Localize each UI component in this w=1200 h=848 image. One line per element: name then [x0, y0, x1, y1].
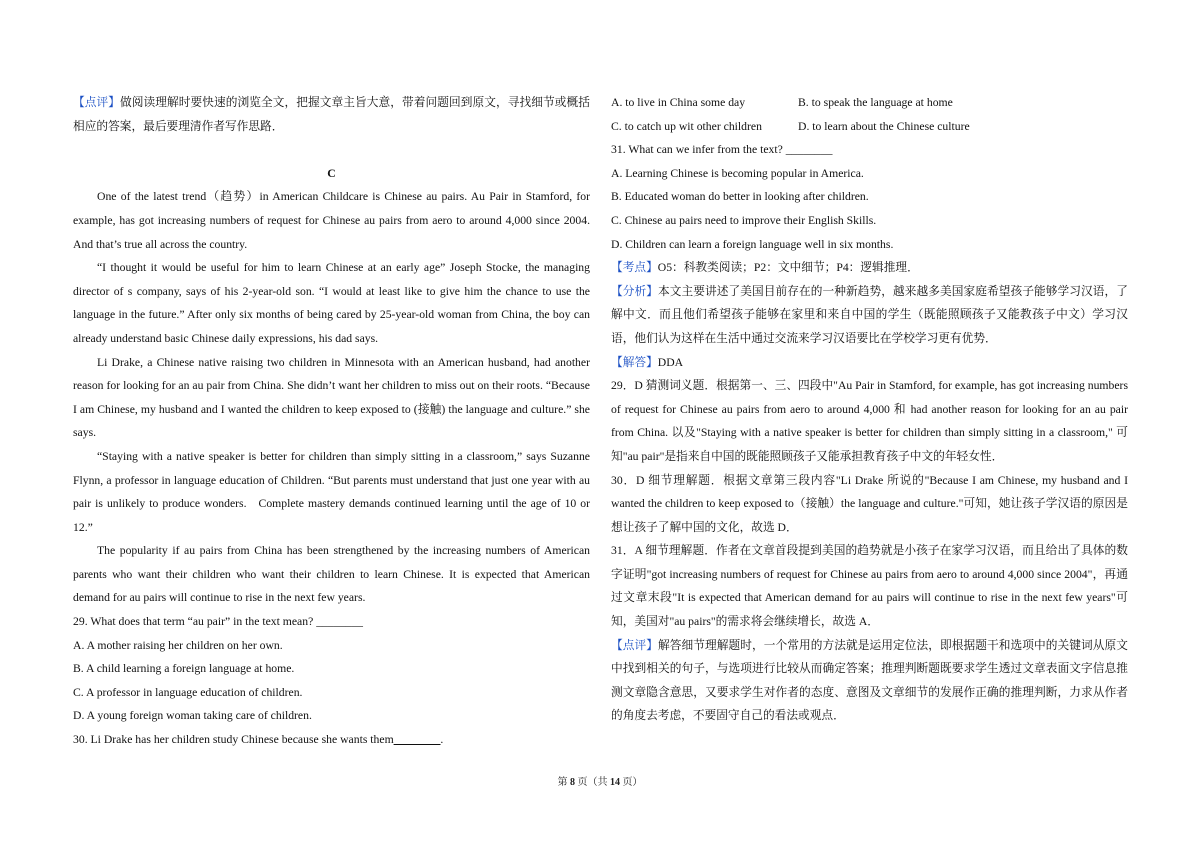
dianping-text: 解答细节理解题时，一个常用的方法就是运用定位法，即根据题干和选项中的关键词从原文中找到相关的句子，与选项进行比较从而确定答案；推理判断题既要求学生透过文章表面文字信息推测文章隐含意思，又要求学生对作者的态度、意图及文章细节的发展作正确的推理判断，力求从作者的角度去考虑，不要固守自己的看法或观点． — [611, 638, 1128, 723]
question-30-option-c: C. to catch up wit other children — [611, 119, 762, 133]
question-30-blank: ________ — [393, 733, 441, 747]
question-31-option-d: D. Children can learn a foreign language well in six months. — [611, 237, 894, 251]
passage-paragraph-3: Li Drake, a Chinese native raising two children in Minnesota with an American husband, had another reason for looking for an au pair from China. She didn’t want her children to miss out on their roots. “Because I am Chinese, my husband and I wanted the children to keep exposed to (接触) the language and culture.” she says. — [73, 355, 590, 440]
question-31-option-c: C. Chinese au pairs need to improve their English Skills. — [611, 213, 877, 227]
question-31-option-a: A. Learning Chinese is becoming popular in America. — [611, 166, 864, 180]
kaodian-paragraph — [611, 256, 1128, 280]
kaodian-tag: 【考点】 — [611, 261, 658, 275]
question-31-text: 31. What can we infer from the text? — [611, 143, 783, 157]
footer-suffix: 页） — [620, 777, 643, 788]
footer-middle: 页（共 — [575, 777, 610, 788]
question-31 — [611, 138, 1128, 162]
fenxi-text: 本文主要讲述了美国目前存在的一种新趋势，越来越多美国家庭希望孩子能够学习汉语，了解中文．而且他们希望孩子能够在家里和来自中国的学生（既能照顾孩子又能教孩子中文）学习汉语，他们认为这样在生活中通过交流来学习汉语要比在学校学习更有优势． — [611, 284, 1128, 345]
dianping-paragraph — [611, 634, 1128, 728]
section-title: C — [327, 166, 336, 180]
question-30-option-a: A. to live in China some day — [611, 96, 746, 109]
jieda-paragraph — [611, 351, 1128, 375]
left-column — [73, 91, 590, 752]
comment-paragraph — [73, 91, 590, 138]
question-29-blank: ________ — [316, 615, 363, 629]
comment-text: 做阅读理解时要快速的浏览全文，把握文章主旨大意，带着问题回到原文，寻找细节或概括相应的答案，最后要理清作者写作思路． — [73, 96, 590, 133]
passage-paragraph-5: The popularity if au pairs from China has been strengthened by the increasing numbers of American parents who want their children who want their children to learn Chinese. It is expected that American demand for au pairs will continue to rise in the next few years. — [73, 544, 590, 605]
question-29 — [73, 610, 590, 634]
total-pages: 14 — [610, 777, 620, 788]
spacer — [73, 138, 590, 162]
kaodian-text: O5：科教类阅读；P2：文中细节；P4：逻辑推理． — [657, 261, 919, 275]
jieda-text: DDA — [657, 355, 684, 369]
question-30-options-row-2 — [611, 115, 1128, 139]
question-29-option-c: C. A professor in language education of children. — [73, 685, 303, 699]
jieda-tag: 【解答】 — [611, 355, 658, 369]
page-footer — [0, 773, 1200, 788]
page-number: 8 — [570, 777, 575, 788]
question-30-end: . — [440, 733, 444, 747]
comment-tag: 【点评】 — [73, 96, 121, 109]
question-30-text: 30. Li Drake has her children study Chinese because she wants them — [73, 733, 394, 747]
question-29-option-d: D. A young foreign woman taking care of children. — [73, 709, 312, 723]
question-30-option-d: D. to learn about the Chinese culture — [798, 119, 970, 133]
footer-prefix: 第 — [557, 777, 570, 788]
question-30-option-b: B. to speak the language at home — [798, 96, 953, 109]
question-29-text: 29. What does that term “au pair” in the text mean? — [73, 615, 314, 629]
dianping-tag: 【点评】 — [611, 638, 659, 652]
question-29-option-b: B. A child learning a foreign language at home. — [73, 662, 295, 676]
question-30-options-row-1 — [611, 91, 1128, 115]
question-29-option-a: A. A mother raising her children on her own. — [73, 638, 283, 652]
passage-paragraph-1: One of the latest trend（趋势）in American Childcare is Chinese au pairs. Au Pair in Stamford, for example, has got increasing numbers of request for Chinese au pairs from aero to around 4,000 since 2004. And that’s true all across the country. — [73, 190, 590, 251]
fenxi-tag: 【分析】 — [611, 284, 659, 298]
question-31-option-b: B. Educated woman do better in looking after children. — [611, 190, 869, 204]
passage-paragraph-4: “Staying with a native speaker is better for children than simply sitting in a classroom,” says Suzanne Flynn, a professor in language education of Children. “But parents must understand that just one year with au pair is unlikely to produce wonders. Complete mastery demands continued learning until the age of 10 or 12.” — [73, 449, 590, 534]
passage-paragraph-2: “I thought it would be useful for him to learn Chinese at an early age” Joseph Stocke, the managing director of s company, says of his 2-year-old son. “I would at least like to give him the chance to use the language in the future.” After only six months of being cared by 25-year-old woman from China, the boy can already understand basic Chinese daily expressions, his dad says. — [73, 261, 590, 345]
right-column — [611, 91, 1128, 728]
question-30 — [73, 728, 590, 752]
answer-29-explanation: 29．D 猜测词义题．根据第一、三、四段中"Au Pair in Stamford, for example, has got increasing numbers of request for Chinese au pairs from aero to around 4,000 和 had another reason for looking for an au pair from China. 以及"Staying with a native speaker is better for children than simply sitting in a classroom," 可知"au pair"是指来自中国的既能照顾孩子又能承担教育孩子中文的年轻女性． — [611, 379, 1128, 463]
answer-30-explanation: 30．D 细节理解题．根据文章第三段内容"Li Drake 所说的"Because I am Chinese, my husband and I wanted the children to keep exposed to（接触）the language and culture."可知，她让孩子学汉语的原因是想让孩子了解中国的文化，故选 D． — [611, 473, 1128, 534]
question-31-blank: ________ — [785, 143, 833, 157]
answer-31-explanation: 31．A 细节理解题．作者在文章首段提到美国的趋势就是小孩子在家学习汉语，而且给出了具体的数字证明"got increasing numbers of request for Chinese au pairs from aero to around 4,000 since 2004"，再通过文章末段"It is expected that American demand for au pairs will continue to rise in the next few years"可知，美国对"au pairs"的需求将会继续增长，故选 A． — [611, 544, 1128, 629]
fenxi-paragraph — [611, 280, 1128, 351]
